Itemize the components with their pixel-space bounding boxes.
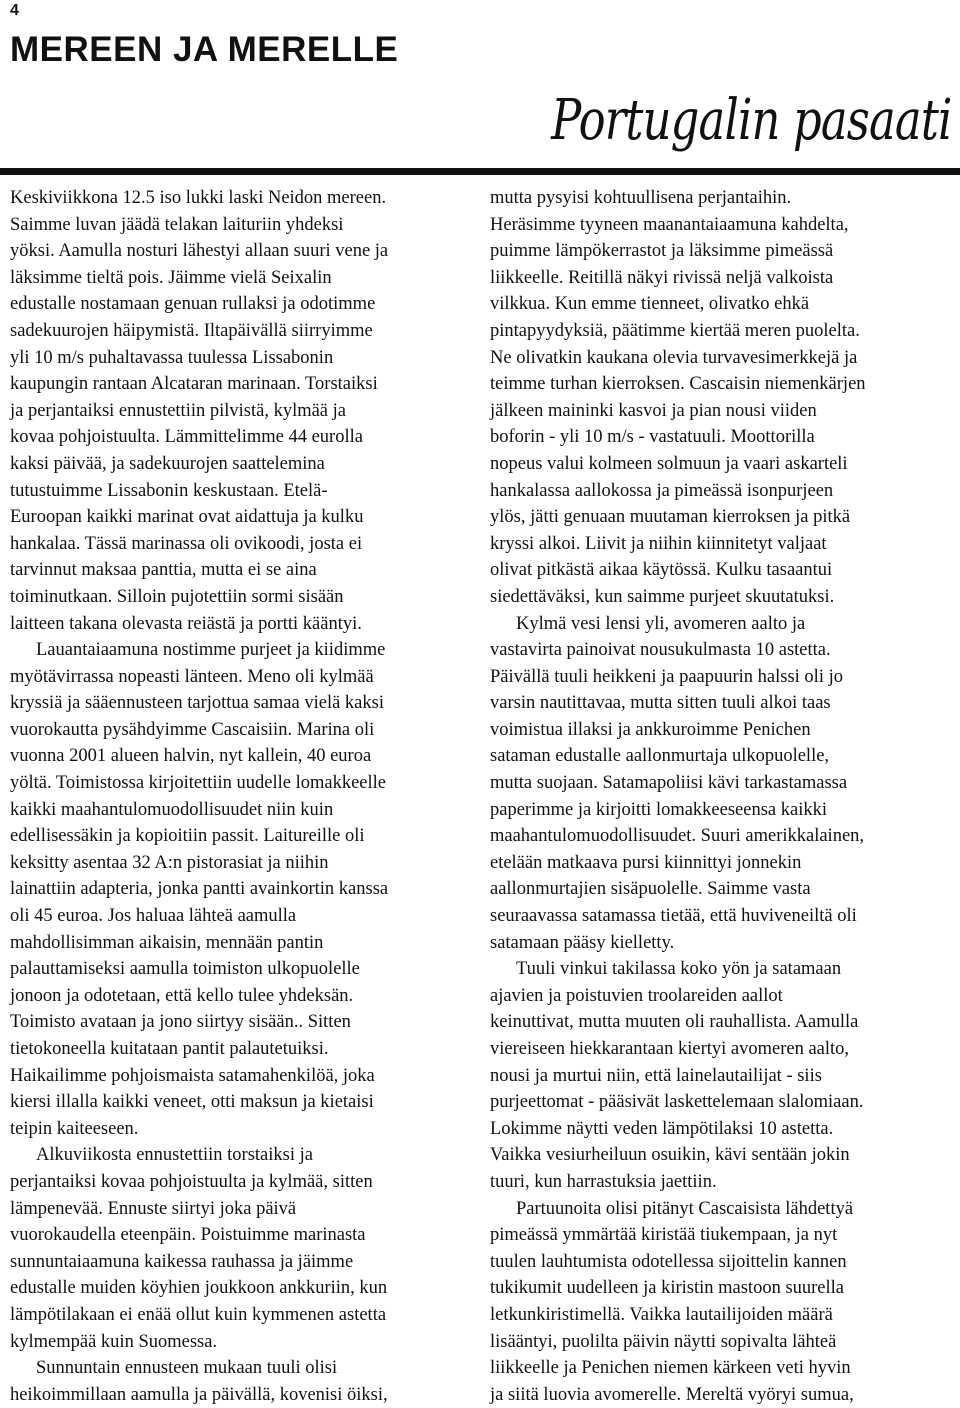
article-title: Portugalin pasaati — [551, 88, 952, 153]
page-number: 4 — [10, 2, 19, 19]
text-line: hankalassa aallokossa ja pimeässä isonpurjeen — [490, 480, 834, 501]
text-line: Ne olivatkin kaukana olevia turvavesimerkkejä ja — [490, 347, 858, 368]
text-line: keinuttivat, mutta muuten oli rauhallista. Aamulla — [490, 1012, 859, 1033]
text-line: ylös, jätti genuaan muutaman kierroksen ja pitkä — [490, 507, 851, 528]
text-line: Kylmä vesi lensi yli, avomeren aalto ja — [516, 613, 806, 634]
article-paragraph — [490, 1196, 952, 1408]
text-line: nopeus valui kolmeen solmuun ja vaari askarteli — [490, 453, 848, 474]
text-line: toiminutkaan. Silloin pujotettiin sormi sisään — [10, 586, 344, 607]
article-column-right — [490, 185, 952, 1408]
text-line: liikkeelle ja Penichen niemen kärkeen veti hyvin — [490, 1358, 851, 1379]
article-paragraph — [490, 611, 952, 957]
text-line: Alkuviikosta ennustettiin torstaiksi ja — [36, 1145, 313, 1166]
text-line: teimme turhan kierroksen. Cascaisin niemenkärjen — [490, 374, 866, 395]
text-line: sunnuntaiaamuna kaikessa rauhassa ja jäimme — [10, 1251, 354, 1272]
text-line: sataman edustalle aallonmurtaja ulkopuolelle, — [490, 746, 830, 767]
text-line: edustalle muiden köyhien joukkoon ankkuriin, kun — [10, 1278, 388, 1299]
text-line: olivat pitkästä aikaa käytössä. Kulku tasaantui — [490, 560, 833, 581]
text-line: oli 45 euroa. Jos haluaa lähteä aamulla — [10, 906, 297, 927]
title-divider — [0, 168, 960, 175]
text-line: tutustuimme Lissabonin keskustaan. Etelä- — [10, 480, 328, 501]
text-line: vuonna 2001 alueen halvin, nyt kallein, 40 euroa — [10, 746, 372, 767]
text-line: letkunkiristimellä. Vaikka lautailijoiden määrä — [490, 1304, 833, 1325]
text-line: pimeässä ymmärtää kiristää tiukempaan, ja nyt — [490, 1225, 838, 1246]
text-line: Päivällä tuuli heikkeni ja paapuurin halssi oli jo — [490, 666, 843, 687]
text-line: vuorokaudella eteenpäin. Poistuimme marinasta — [10, 1225, 366, 1246]
text-line: keksitty asentaa 32 A:n pistorasiat ja niihin — [10, 852, 329, 873]
text-line: kiersi illalla kaikki veneet, otti maksun ja kietaisi — [10, 1092, 374, 1113]
text-line: tarvinnut maksaa panttia, mutta ei se aina — [10, 560, 317, 581]
text-line: yli 10 m/s puhaltavassa tuulessa Lissabonin — [10, 347, 334, 368]
text-line: mutta pysyisi kohtuullisena perjantaihin. — [490, 188, 792, 208]
article-paragraph — [490, 185, 952, 611]
text-line: seuraavassa satamassa tietää, että huviveneiltä oli — [490, 906, 857, 927]
text-line: perjantaiksi kovaa pohjoistuulta ja kylmää, sitten — [10, 1171, 373, 1192]
text-line: laitteen takana olevasta reiästä ja portti kääntyi. — [10, 613, 362, 634]
text-line: siedettäväksi, kun saimme purjeet skuutatuksi. — [490, 586, 835, 607]
article-paragraph — [10, 1142, 465, 1355]
text-line: sadekuurojen häipymistä. Iltapäivällä siirryimme — [10, 320, 373, 341]
article-paragraph — [10, 185, 465, 637]
text-line: tuulen lauhtumista odotellessa sijoittelin kannen — [490, 1251, 847, 1272]
text-line: ja perjantaiksi ennustettiin pilvistä, kylmää ja — [10, 400, 346, 421]
text-line: etelään matkaava pursi kiinnittyi jonnekin — [490, 852, 802, 873]
text-line: Sunnuntain ennusteen mukaan tuuli olisi — [36, 1358, 338, 1379]
text-line: Vaikka vesiurheiluun osuikin, kävi sentään jokin — [490, 1145, 850, 1166]
text-line: tietokoneella kuitataan pantit palautetuiksi. — [10, 1039, 329, 1059]
text-line: edustalle nostamaan genuan rullaksi ja odotimme — [10, 294, 376, 315]
text-line: liikkeelle. Reitillä näkyi rivissä neljä valkoista — [490, 267, 834, 288]
text-line: vilkkua. Kun emme tienneet, olivatko ehkä — [490, 294, 810, 315]
text-line: Haikailimme pohjoismaista satamahenkilöä, joka — [10, 1065, 375, 1086]
text-line: paperimme ja kirjoitti lomakkeeseensa kaikki — [490, 799, 828, 820]
text-line: myötävirrassa nopeasti länteen. Meno oli kylmää — [10, 666, 374, 687]
text-line: Heräsimme tyyneen maanantaiaamuna kahdelta, — [490, 214, 849, 235]
text-line: edellisessäkin ja kopioitiin passit. Laitureille oli — [10, 826, 365, 847]
text-line: Euroopan kaikki marinat ovat aidattuja ja kulku — [10, 507, 364, 528]
text-line: Partuunoita olisi pitänyt Cascaisista lähdettyä — [516, 1198, 854, 1219]
text-line: aallonmurtajien sisäpuolelle. Saimme vasta — [490, 879, 811, 900]
text-line: mahdollisimman aikaisin, mennään pantin — [10, 932, 324, 953]
text-line: kaksi päivää, ja sadekuurojen saattelemina — [10, 453, 325, 474]
text-line: lisääntyi, puolilta päivin näytti sopivalta lähteä — [490, 1331, 837, 1352]
text-line: maahantulomuodollisuudet. Suuri amerikkalainen, — [490, 826, 865, 847]
text-line: jälkeen maininki kasvoi ja pian nousi viiden — [490, 400, 817, 421]
text-line: lämpötilakaan ei enää ollut kuin kymmenen astetta — [10, 1304, 387, 1325]
text-line: nousi ja murtui niin, että lainelautailijat - siis — [490, 1065, 822, 1086]
text-line: voimistua illaksi ja ankkuroimme Penichen — [490, 719, 811, 740]
text-line: teipin kaiteeseen. — [10, 1118, 139, 1139]
text-line: läksimme tieltä pois. Jäimme vielä Seixalin — [10, 267, 332, 288]
text-line: heikoimmillaan aamulla ja päivällä, kovenisi öiksi, — [10, 1384, 388, 1405]
text-line: kaikki maahantulomuodollisuudet niin kuin — [10, 799, 334, 820]
text-line: Toimisto avataan ja jono siirtyy sisään.. Sitten — [10, 1012, 351, 1033]
text-line: viereiseen hiekkarantaan kiertyi avomeren aalto, — [490, 1039, 850, 1059]
text-line: palauttamiseksi aamulla toimiston ulkopuolelle — [10, 959, 360, 980]
text-line: boforin - yli 10 m/s - vastatuuli. Moottorilla — [490, 427, 815, 448]
text-line: Lauantaiaamuna nostimme purjeet ja kiidimme — [36, 640, 386, 661]
text-line: yöksi. Aamulla nosturi lähestyi allaan suuri vene ja — [10, 241, 389, 262]
article-paragraph — [10, 1355, 465, 1408]
article-paragraph — [10, 637, 465, 1142]
text-line: kylmempää kuin Suomessa. — [10, 1331, 218, 1352]
text-line: tuuri, kun harrastuksia jaettiin. — [490, 1171, 717, 1192]
text-line: lämpenevää. Ennuste siirtyi joka päivä — [10, 1198, 297, 1219]
text-line: kovaa pohjoistuulta. Lämmittelimme 44 eurolla — [10, 427, 363, 448]
article-paragraph — [490, 956, 952, 1195]
text-line: ja siitä luovia avomerelle. Mereltä vyöryi sumua, — [490, 1384, 854, 1405]
text-line: kryssiä ja sääennusteen tarjottua samaa vielä kaksi — [10, 693, 384, 714]
text-line: puimme lämpökerrastot ja läksimme pimeässä — [490, 241, 834, 262]
text-line: Lokimme näytti veden lämpötilaksi 10 astetta. — [490, 1118, 834, 1139]
text-line: tukikumit uudelleen ja kiristin mastoon suurella — [490, 1278, 845, 1299]
text-line: kryssi alkoi. Liivit ja niihin kiinnitetyt valjaat — [490, 533, 827, 554]
article-column-left — [10, 185, 465, 1408]
text-line: Saimme luvan jäädä telakan laituriin yhdeksi — [10, 214, 344, 235]
text-line: jonoon ja odotetaan, että kello tulee yhdeksän. — [10, 985, 354, 1006]
text-line: lainattiin adapteria, jonka pantti avainkortin kanssa — [10, 879, 389, 900]
text-line: hankalaa. Tässä marinassa oli ovikoodi, josta ei — [10, 533, 363, 554]
text-line: ajavien ja poistuvien troolareiden aallot — [490, 985, 783, 1006]
text-line: varsin nautittavaa, mutta sitten tuuli alkoi taas — [490, 693, 831, 714]
text-line: purjeettomat - pääsivät laskettelemaan slalomiaan. — [490, 1092, 864, 1113]
magazine-title: MEREEN JA MERELLE — [10, 30, 399, 69]
text-line: pintapyydyksiä, päätimme kiertää meren puolelta. — [490, 320, 860, 341]
text-line: yöltä. Toimistossa kirjoitettiin uudelle lomakkeelle — [10, 773, 387, 794]
text-line: mutta suojaan. Satamapoliisi kävi tarkastamassa — [490, 773, 848, 794]
text-line: vastavirta painoivat nousukulmasta 10 astetta. — [490, 640, 831, 661]
text-line: Keskiviikkona 12.5 iso lukki laski Neidon mereen. — [10, 188, 387, 208]
text-line: kaupungin rantaan Alcataran marinaan. Torstaiksi — [10, 374, 378, 395]
text-line: Tuuli vinkui takilassa koko yön ja satamaan — [516, 959, 842, 980]
text-line: vuorokautta pysähdyimme Cascaisiin. Marina oli — [10, 719, 375, 740]
text-line: satamaan pääsy kielletty. — [490, 932, 675, 953]
